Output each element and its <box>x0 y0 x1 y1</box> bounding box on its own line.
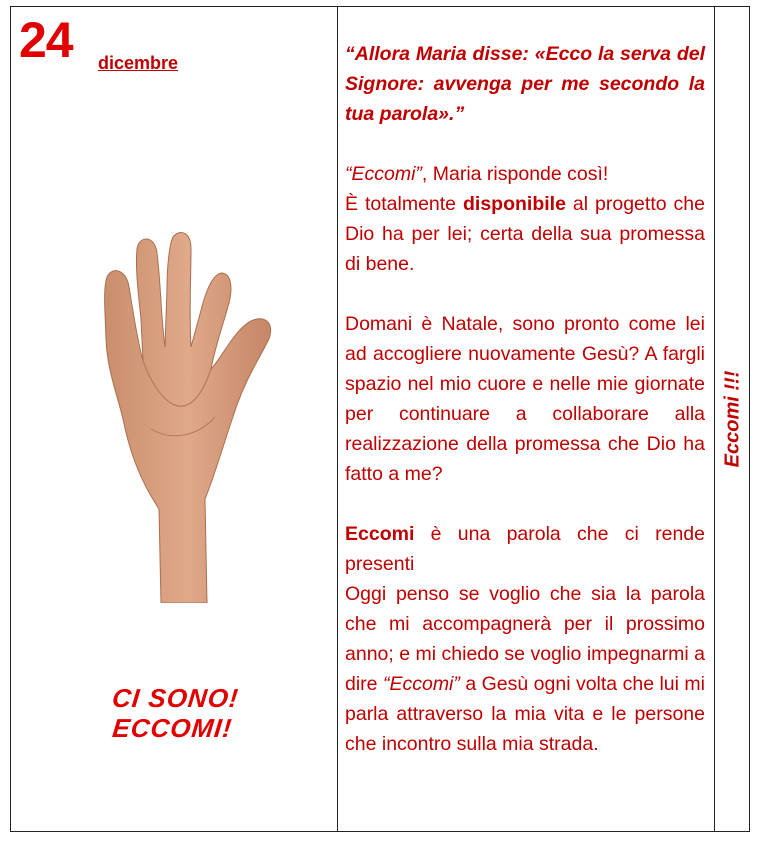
slogan <box>8 683 340 743</box>
paragraph-1: “Eccomi”, Maria risponde così! È totalmente disponibile al progetto che Dio ha per lei; certa della sua promessa di bene. <box>345 163 705 275</box>
date-month: dicembre <box>98 53 179 73</box>
side-column <box>714 7 751 831</box>
date-day: 24 <box>19 12 73 68</box>
paragraph-2: Domani è Natale, sono pronto come lei ad accogliere nuovamente Gesù? A fargli spazio nel mio cuore e nelle mie giornate per continuare a collaborare alla realizzazione della promessa che Dio ha fatto a me? <box>345 313 705 485</box>
left-column <box>11 7 337 831</box>
reflection-text <box>345 39 705 759</box>
slogan-line: ECCOMI! <box>111 713 234 743</box>
eccomi-lead: “Eccomi” <box>345 163 422 185</box>
slogan-line: CI SONO! <box>110 683 241 713</box>
calendar-card <box>10 6 750 832</box>
raised-hand-icon <box>11 179 337 603</box>
paragraph-3: Eccomi è una parola che ci rende presenti Oggi penso se voglio che sia la parola che mi accompagnerà per il prossimo anno; e mi chiedo se voglio impegnarmi a dire “Eccomi” a Gesù ogni volta che lui mi parla attraverso la mia vita e le persone che incontro sulla mia strada. <box>345 523 706 755</box>
hand-image <box>11 179 337 603</box>
side-label: Eccomi !!! <box>721 370 743 468</box>
gospel-quote: “Allora Maria disse: «Ecco la serva del Signore: avvenga per me secondo la tua parola».” <box>345 43 705 125</box>
